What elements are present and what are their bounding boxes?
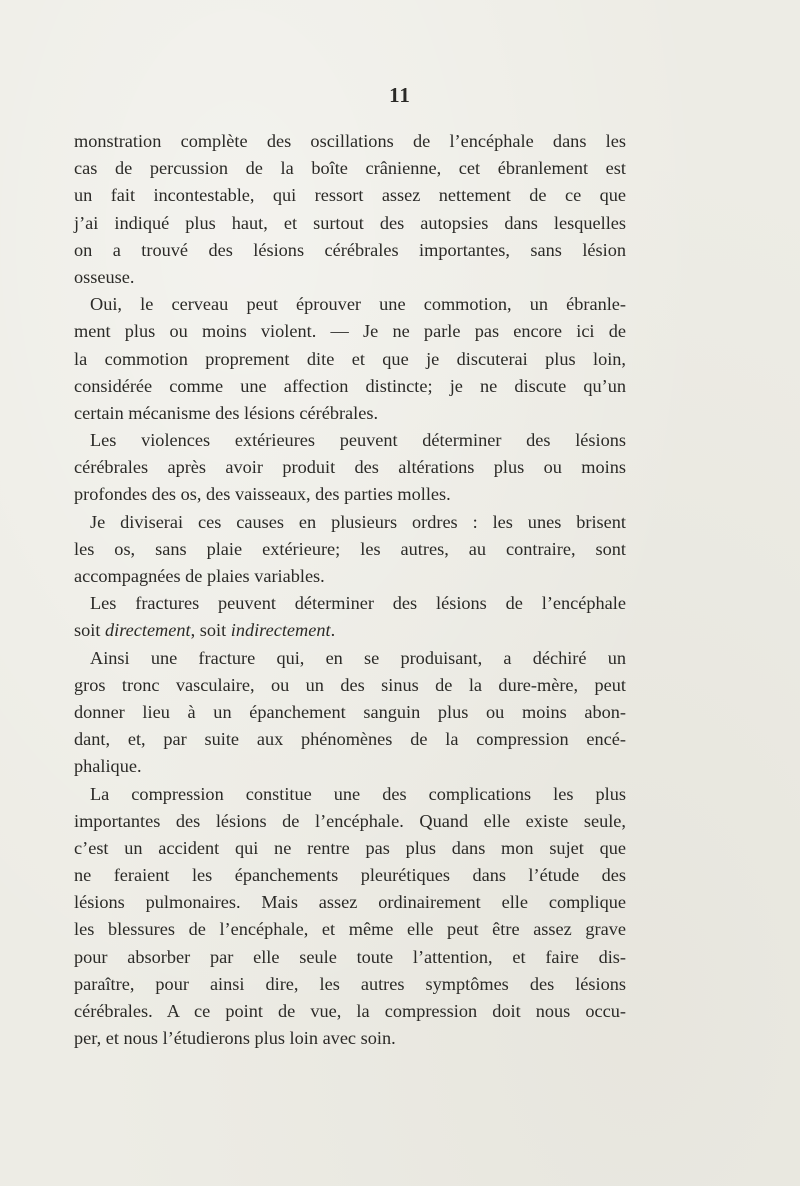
- body-text: [74, 128, 626, 1052]
- text-line: j’ai indiqué plus haut, et surtout des autopsies dans lesquelles: [74, 212, 626, 233]
- text-line: Ainsi une fracture qui, en se produisant, a déchiré un: [90, 647, 626, 668]
- text-line: paraître, pour ainsi dire, les autres symptômes des lésions: [74, 973, 626, 994]
- text-line: Les violences extérieures peuvent déterminer des lésions: [90, 430, 626, 451]
- paragraph: [74, 645, 626, 781]
- text-line: Je diviserai ces causes en plusieurs ordres : les unes brisent: [90, 511, 626, 532]
- text-line: les os, sans plaie extérieure; les autres, au contraire, sont: [74, 538, 626, 559]
- text-line: les blessures de l’encéphale, et même elle peut être assez grave: [74, 919, 626, 940]
- text-line: lésions pulmonaires. Mais assez ordinairement elle complique: [74, 892, 626, 913]
- paragraph: [74, 590, 626, 644]
- text-line: soit directement, soit indirectement.: [74, 620, 336, 641]
- paragraph: [74, 128, 626, 291]
- text-line: osseuse.: [74, 266, 135, 287]
- text-line: cérébrales. A ce point de vue, la compression doit nous occu-: [74, 1001, 626, 1021]
- text-line: donner lieu à un épanchement sanguin plus ou moins abon-: [74, 701, 626, 722]
- text-line: certain mécanisme des lésions cérébrales.: [74, 402, 379, 423]
- text-line: Oui, le cerveau peut éprouver une commotion, un ébranle-: [90, 294, 626, 315]
- paragraph: [74, 509, 626, 591]
- text-line: un fait incontestable, qui ressort assez nettement de ce que: [74, 185, 626, 206]
- text-line: considérée comme une affection distincte; je ne discute qu’un: [74, 375, 626, 396]
- text-line: Les fractures peuvent déterminer des lésions de l’encéphale: [90, 593, 626, 614]
- paragraph: [74, 427, 626, 509]
- text-line: profondes des os, des vaisseaux, des parties molles.: [74, 484, 451, 505]
- text-line: pour absorber par elle seule toute l’attention, et faire dis-: [74, 946, 626, 967]
- text-line: on a trouvé des lésions cérébrales importantes, sans lésion: [74, 239, 626, 260]
- page-number: 11: [389, 83, 411, 107]
- paragraph: [74, 291, 626, 427]
- text-line: c’est un accident qui ne rentre pas plus dans mon sujet que: [74, 837, 626, 858]
- paragraph: [74, 781, 626, 1053]
- text-line: gros tronc vasculaire, ou un des sinus de la dure-mère, peut: [74, 674, 626, 695]
- text-line: importantes des lésions de l’encéphale. Quand elle existe seule,: [74, 810, 626, 831]
- text-line: ment plus ou moins violent. — Je ne parle pas encore ici de: [74, 321, 626, 342]
- text-line: phalique.: [74, 756, 142, 777]
- text-line: ne feraient les épanchements pleurétiques dans l’étude des: [74, 865, 626, 886]
- text-line: per, et nous l’étudierons plus loin avec soin.: [74, 1028, 396, 1049]
- text-line: dant, et, par suite aux phénomènes de la compression encé-: [74, 729, 626, 750]
- text-line: cas de percussion de la boîte crânienne, cet ébranlement est: [74, 158, 626, 179]
- text-line: La compression constitue une des complications les plus: [90, 783, 626, 804]
- text-line: la commotion proprement dite et que je discuterai plus loin,: [74, 348, 626, 369]
- text-line: accompagnées de plaies variables.: [74, 566, 325, 586]
- text-line: monstration complète des oscillations de l’encéphale dans les: [74, 131, 626, 151]
- text-line: cérébrales après avoir produit des altérations plus ou moins: [74, 457, 626, 478]
